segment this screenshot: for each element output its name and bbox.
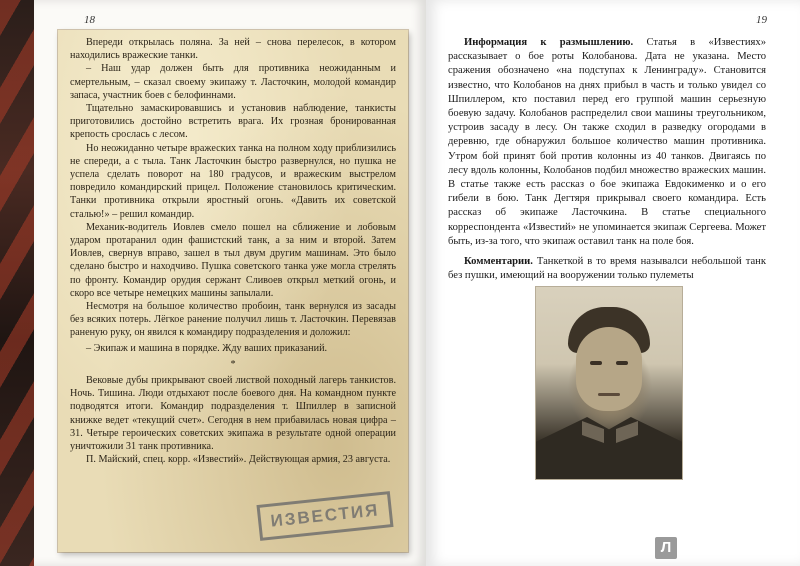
article-paragraph: Вековые дубы прикрывают своей листвой походный лагерь танкистов. Ночь. Тишина. Люди отдыхают после боевого дня. На командном пункте подводятся итоги. Командир подразделения т. Шпиллер в записной книжке ведет «текущий счет». Сегодня в нем прибавилась новая цифра – 31. Четыре героических советских экипажа в результате одной операции уничтожили 31 танк противника. xyxy=(70,375,396,453)
article-paragraph: Тщательно замаскировавшись и установив наблюдение, танкисты приготовились достойно встретить врага. Их грозная бронированная крепость срослась с лесом. xyxy=(70,103,396,141)
portrait-photo xyxy=(535,286,683,480)
article-quote: – Экипаж и машина в порядке. Жду ваших приказаний. xyxy=(86,342,328,354)
article-paragraph: Но неожиданно четыре вражеских танка на полном ходу приблизились не спереди, а с тыла. Танк Ласточкин быстро развернулся, но пушка не успела сделать поворот на 180 градусов, и вражеским выстрелом повредило командирский прицел. Положение становилось критическим. Танки противника открыли яростный огонь. «Давить их советской сталью!» – решил командир. xyxy=(70,142,396,220)
right-page-number: 19 xyxy=(756,14,767,26)
article-signature: П. Майский, спец. корр. «Известий». Действующая армия, 23 августа. xyxy=(86,454,391,466)
comment-heading: Комментарии. xyxy=(464,256,533,268)
newspaper-article-text xyxy=(70,36,396,467)
comment-paragraph xyxy=(448,255,766,283)
info-heading: Информация к размышлению. xyxy=(464,37,634,48)
info-paragraph xyxy=(448,36,766,249)
section-separator: * xyxy=(230,358,236,370)
izvestia-stamp: ИЗВЕСТИЯ xyxy=(256,491,393,541)
article-paragraph: Механик-водитель Иовлев смело пошел на сближение и лобовым ударом протаранил один фашистский танк, а за ним и второй. Затем Иовлев, свернув вправо, зашел в тыл двум другим машинам. Это было сделано быстро и находчиво. Пушка советского танка уже могла стрелять по фронту. Командир орудия сержант Сливоев открыл меткий огонь, и скоро все четыре немецких машины запылали. xyxy=(70,221,396,299)
article-paragraph: – Наш удар должен быть для противника неожиданным и смертельным, – сказал своему экипажу т. Ласточкин, молодой командир запаса, участник боев с белофиннами. xyxy=(70,63,396,101)
photo-tunic xyxy=(536,417,682,479)
photo-eye-right xyxy=(616,361,628,365)
photo-face xyxy=(576,327,642,411)
comment-body: Танкеткой в то время называлси небольшой танк без пушки, имеющий на вооружении только пулеметы xyxy=(448,256,766,282)
commentary-text xyxy=(448,36,766,283)
info-body: Статья в «Известиях» рассказывает о бое роты Колобанова. Дата не указана. Место сражения обозначено «на подступах к Ленинграду». Становится известно, что Колобанов на днях прибыл в часть и только увидел со Шпиллером, кто поставил перед его группой машин серьезную боевую задачу. Колобанов распределил свои машины треугольником, устроив засаду в лесу. Он также сходил в разведку огородами в деревню, где обнаружил большое количество машин противника. Утром бой принят бой против колонны из 40 танков. Двигаясь по лесу вдоль колонны, Колобанов подбил множество вражеских машин. В статье также есть рассказ о бое экипажа Евдокименко и о его гибели в бою. Танк Дегтяря прикрывал своего командира. Есть рассказ об экипаже Ласточкина. В статье специального корреспондента «Известий» не упоминается экипаж Сергеева. Может быть, из-за того, что экипаж оставил танк на поле боя. xyxy=(448,37,766,247)
labirint-logo-icon: Л xyxy=(655,537,677,559)
article-paragraph: Несмотря на большое количество пробоин, танк вернулся из засады без всяких потерь. Лёгкое ранение получил лишь т. Ласточкин. Перевязав раненую руку, он явился к командиру подразделения и доложил: xyxy=(70,301,396,339)
left-page-number: 18 xyxy=(84,14,95,26)
photo-eye-left xyxy=(590,361,602,365)
article-paragraph: Впереди открылась поляна. За ней – снова перелесок, в котором находились вражеские танки. xyxy=(70,37,396,62)
photo-mouth xyxy=(598,393,620,396)
